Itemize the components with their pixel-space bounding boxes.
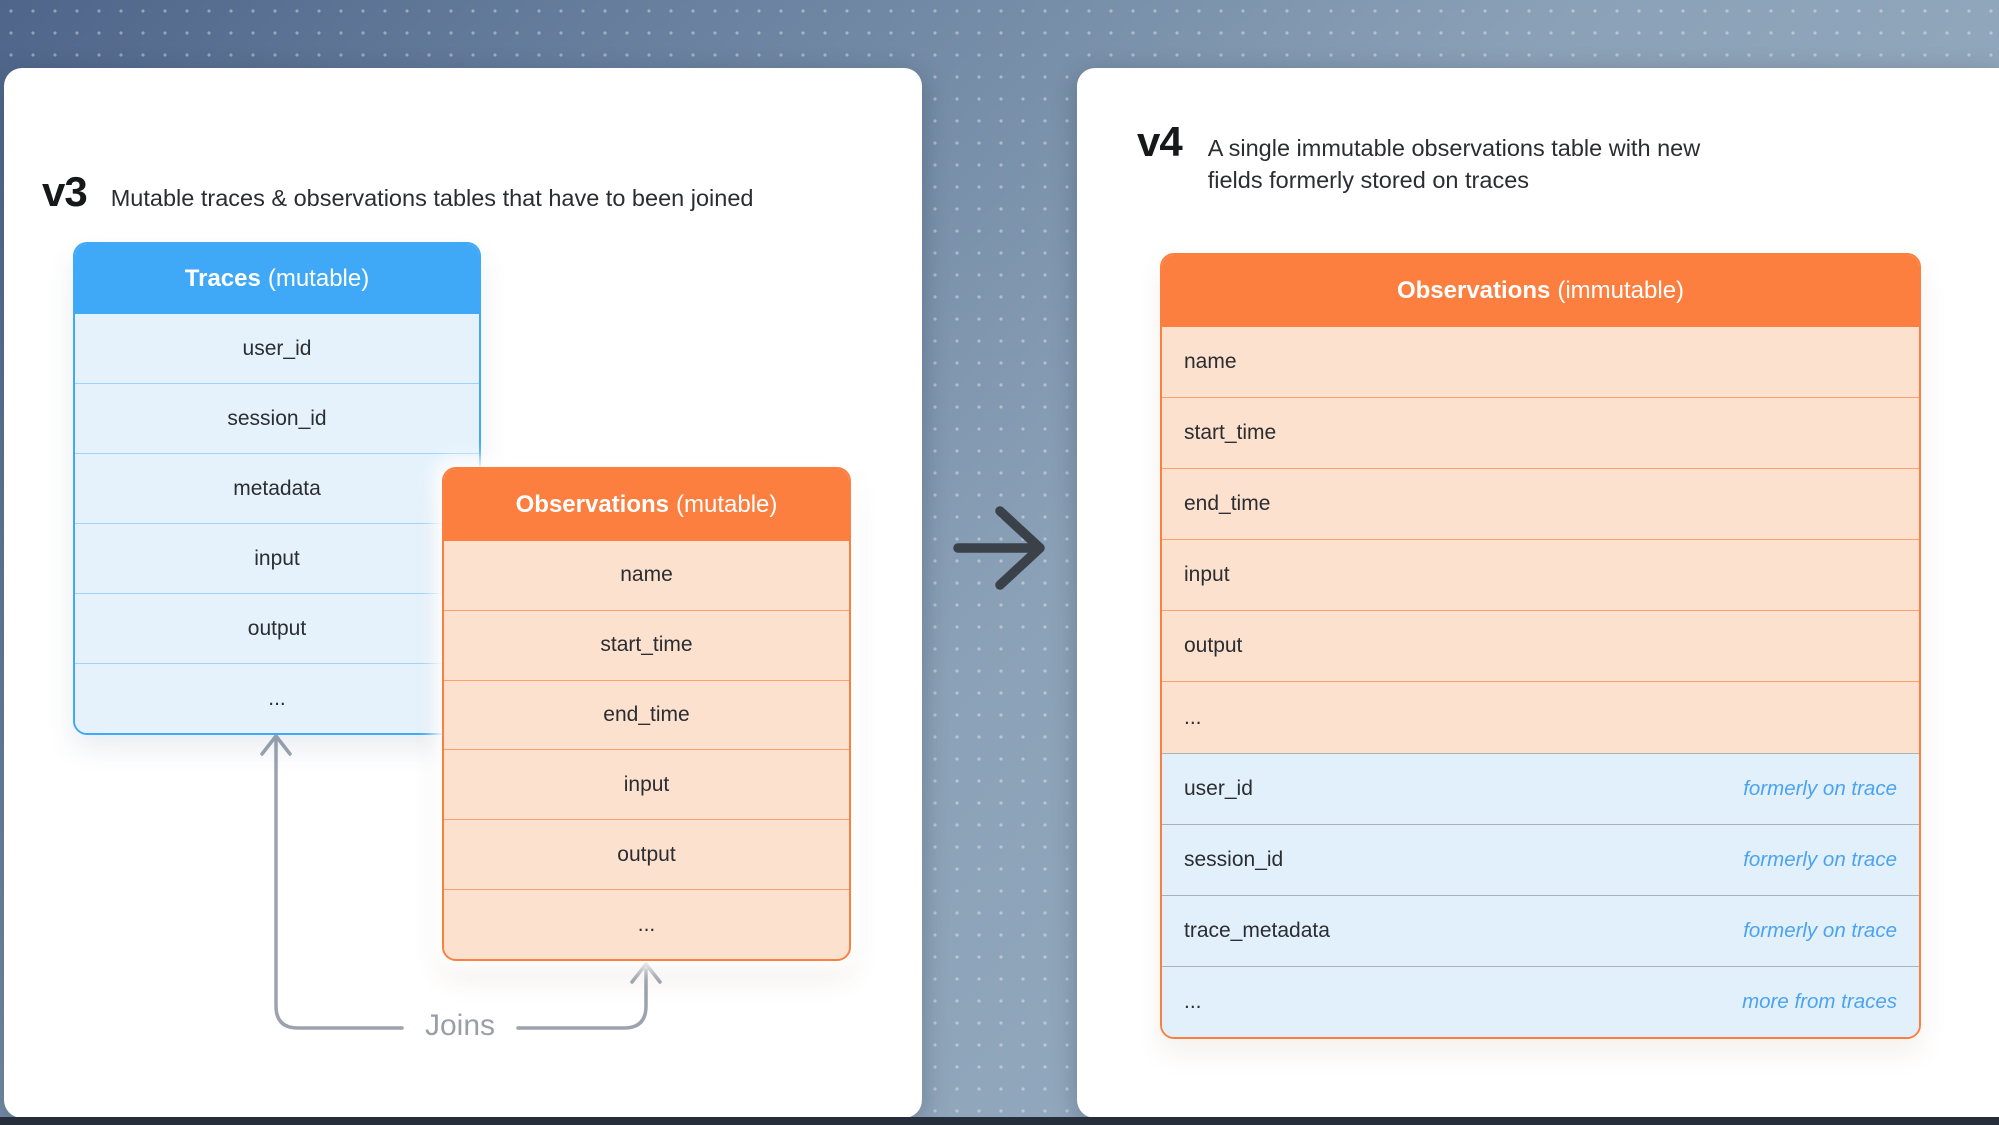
traces-table-header [75,244,479,314]
bottom-bar [0,1117,1999,1125]
table-row: metadata [75,453,479,523]
joins-arrowhead-right [632,964,660,982]
joins-label: Joins [424,1009,496,1042]
v4-description: A single immutable observations table with new fields formerly stored on traces [1207,135,1701,193]
table-row: output [444,819,849,889]
table-row [1162,824,1919,895]
table-row: ... [1162,681,1919,752]
v3-version-label: v3 [42,168,87,215]
table-row: session_id [75,383,479,453]
field-origin-note: formerly on trace [1743,847,1897,871]
field-name: session_id [1184,847,1284,871]
v3-panel [4,68,922,1118]
v4-version-label: v4 [1137,118,1182,165]
table-row [1162,753,1919,824]
v3-title-row [42,168,753,216]
observations-immutable-table [1160,253,1921,1039]
observations-immutable-title: Observations [1396,277,1551,304]
table-row [1162,895,1919,966]
table-row: input [1162,539,1919,610]
field-origin-note: formerly on trace [1743,776,1897,800]
transition-arrow-icon [948,492,1060,604]
observations-mutable-title-suffix: (mutable) [676,491,778,518]
field-origin-note: formerly on trace [1743,918,1897,942]
v3-description: Mutable traces & observations tables that have to been joined [110,185,754,211]
joins-line-right [518,970,646,1028]
table-row: start_time [1162,397,1919,468]
table-row [1162,966,1919,1037]
field-name: user_id [1184,776,1253,800]
observations-mutable-title: Observations [515,491,669,518]
table-row: ... [75,663,479,733]
table-row: input [444,749,849,819]
traces-table-title: Traces [184,265,261,292]
table-row: end_time [444,680,849,750]
table-row: name [1162,327,1919,397]
field-origin-note: more from traces [1742,989,1897,1013]
table-row: end_time [1162,468,1919,539]
observations-immutable-header [1162,255,1919,327]
table-row: ... [444,889,849,959]
observations-mutable-table [442,467,851,961]
field-name: ... [1184,989,1202,1013]
observations-mutable-header [444,469,849,541]
table-row: input [75,523,479,593]
traces-table-title-suffix: (mutable) [267,265,370,292]
table-row: user_id [75,314,479,383]
table-row: name [444,541,849,610]
table-row: start_time [444,610,849,680]
v4-panel [1077,68,1999,1118]
observations-immutable-title-suffix: (immutable) [1557,277,1685,304]
joins-arrowhead-left [262,736,290,754]
field-name: trace_metadata [1184,918,1330,942]
table-row: output [75,593,479,663]
traces-table [73,242,481,735]
table-row: output [1162,610,1919,681]
joins-line-left [276,738,402,1028]
v4-title-row [1137,118,1753,196]
